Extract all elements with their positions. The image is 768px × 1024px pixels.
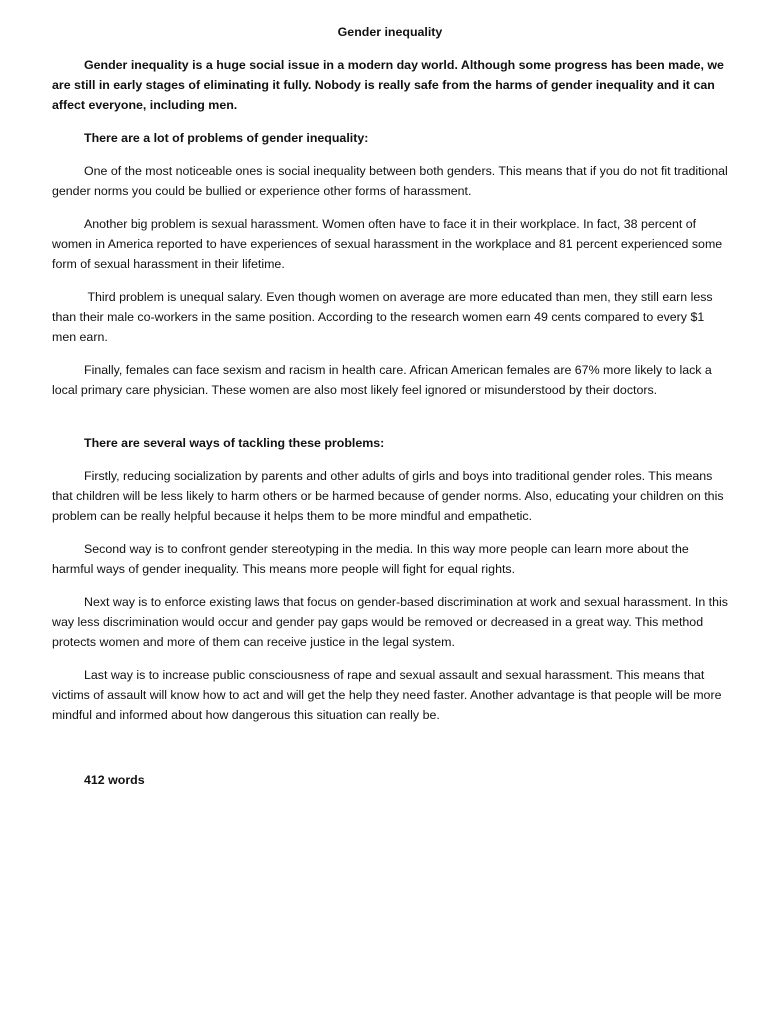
document-title: Gender inequality xyxy=(337,25,443,39)
solution-paragraph-1: Firstly, reducing socialization by parents and other adults of girls and boys into traditional gender roles. This means that children will be less likely to harm others or be harmed because of gender norms. Also, educating your children on this problem can be really helpful because it helps them to be more mindful and empathetic. xyxy=(52,469,724,523)
solution-paragraph-3: Next way is to enforce existing laws that focus on gender-based discrimination at work and sexual harassment. In this way less discrimination would occur and gender pay gaps would be removed or decreased in a great way. This method protects women and more of them can receive justice in the legal system. xyxy=(52,595,728,649)
document-page xyxy=(52,22,728,803)
problem-paragraph-1: One of the most noticeable ones is social inequality between both genders. This means that if you do not fit traditional gender norms you could be bullied or experience other forms of harassment. xyxy=(52,164,728,198)
blank-line xyxy=(52,738,728,770)
word-count: 412 words xyxy=(84,773,145,787)
solutions-heading: There are several ways of tackling these problems: xyxy=(84,436,385,450)
solution-paragraph-4: Last way is to increase public consciousness of rape and sexual assault and sexual harassment. This means that victims of assault will know how to act and will get the help they need faster. Another advantage is that people will be more mindful and informed about how dangerous this situation can really be. xyxy=(52,668,722,722)
problem-paragraph-3: Third problem is unequal salary. Even though women on average are more educated than men, they still earn less than their male co-workers in the same position. According to the research women earn 49 cents compared to every $1 men earn. xyxy=(52,290,717,344)
blank-line xyxy=(52,413,728,433)
intro-paragraph: Gender inequality is a huge social issue in a modern day world. Although some progress has been made, we are still in early stages of eliminating it fully. Nobody is really safe from the harms of gender inequality and it can affect everyone, including men. xyxy=(52,58,724,112)
solution-paragraph-2: Second way is to confront gender stereotyping in the media. In this way more people can learn more about the harmful ways of gender inequality. This means more people will fight for equal rights. xyxy=(52,542,689,576)
problem-paragraph-4: Finally, females can face sexism and racism in health care. African American females are 67% more likely to lack a local primary care physician. These women are also most likely feel ignored or misunderstood by their doctors. xyxy=(52,363,712,397)
problem-paragraph-2: Another big problem is sexual harassment. Women often have to face it in their workplace. In fact, 38 percent of women in America reported to have experiences of sexual harassment in the workplace and 81 percent experienced some form of sexual harassment in their lifetime. xyxy=(52,217,723,271)
problems-heading: There are a lot of problems of gender inequality: xyxy=(84,131,369,145)
